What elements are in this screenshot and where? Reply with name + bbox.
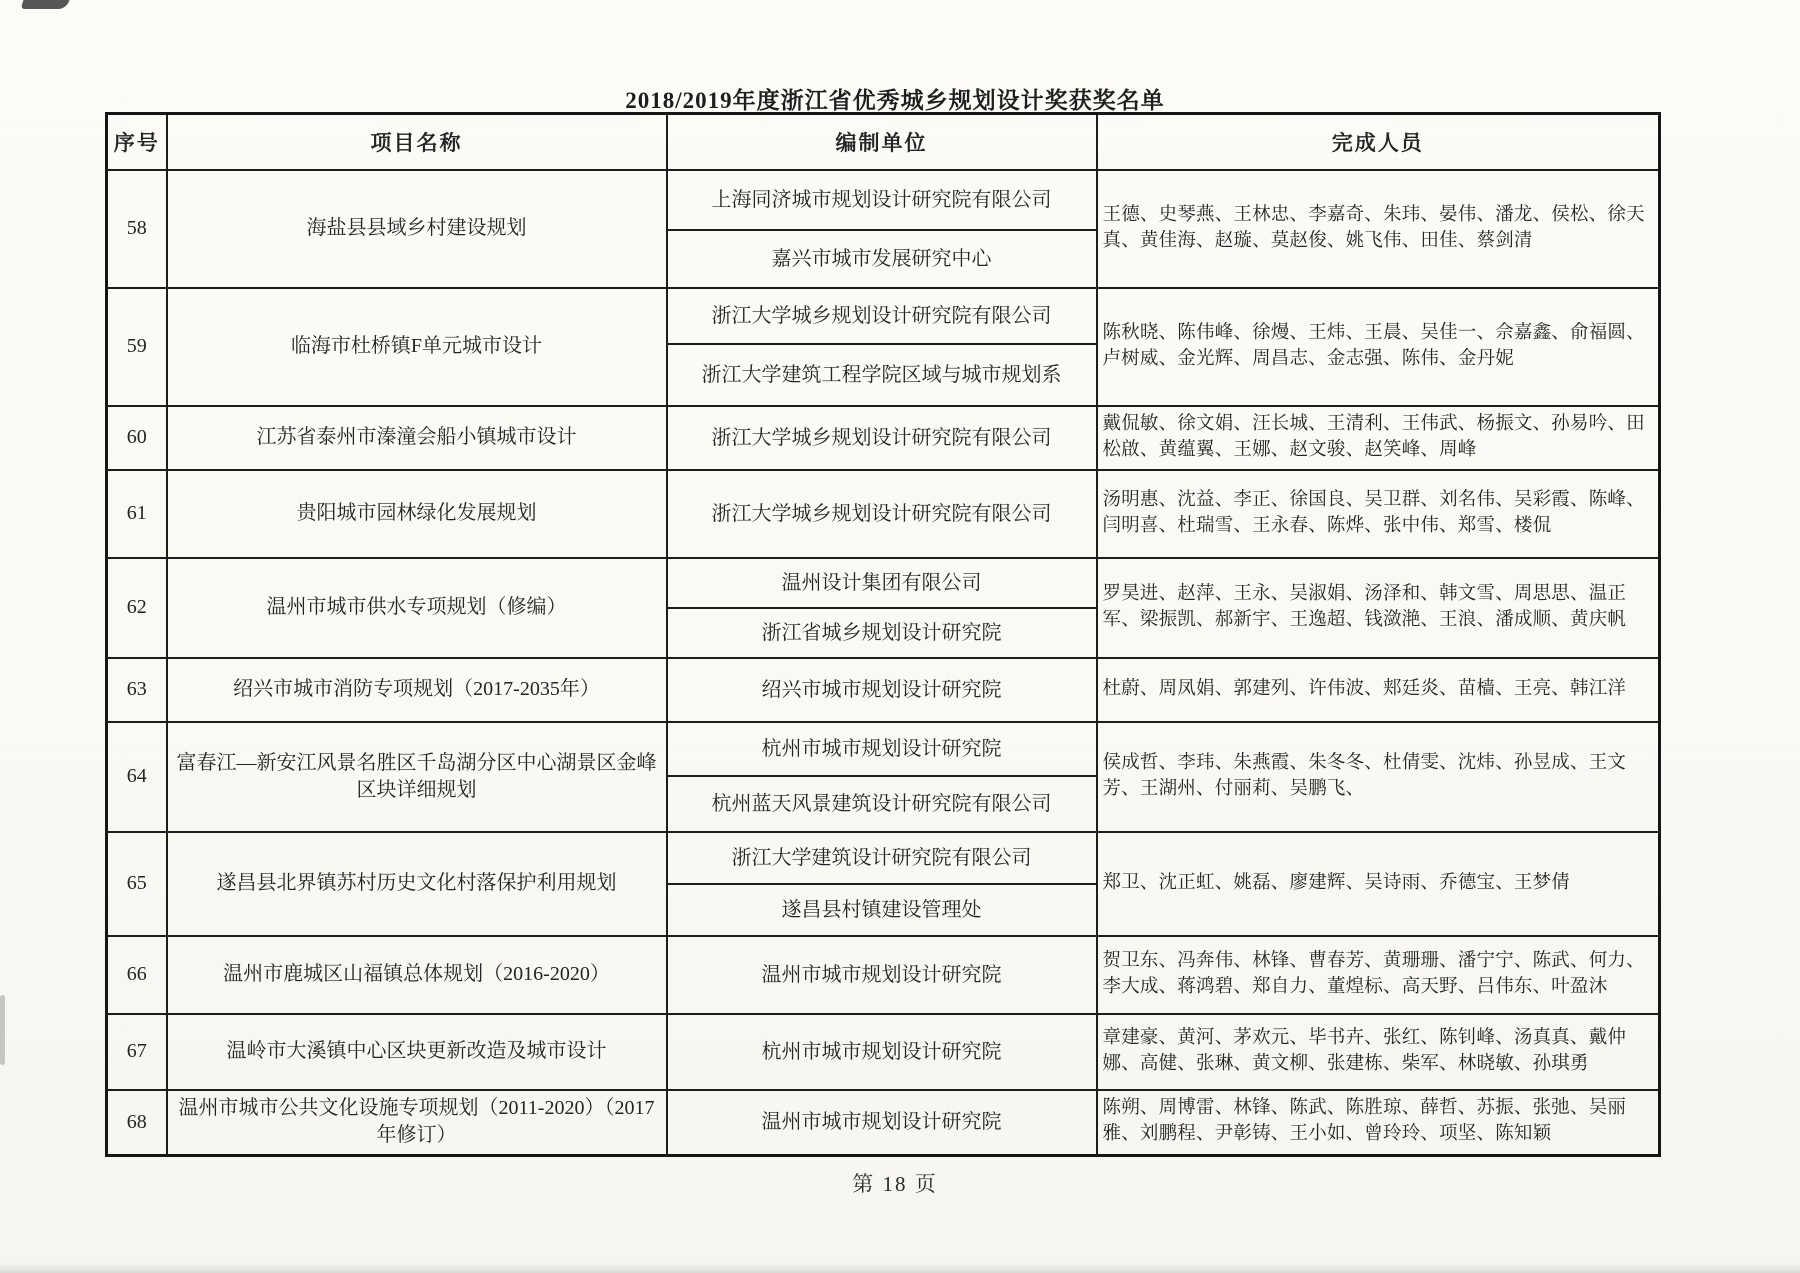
header-people: 完成人员 bbox=[1097, 114, 1660, 170]
row-60-people: 戴侃敏、徐文娟、汪长城、王清利、王伟武、杨振文、孙易吟、田松啟、黄蕴翼、王娜、赵文骏、赵笑峰、周峰 bbox=[1097, 406, 1660, 470]
row-64-unit-2: 杭州蓝天风景建筑设计研究院有限公司 bbox=[667, 776, 1097, 832]
row-63-unit-1: 绍兴市城市规划设计研究院 bbox=[667, 658, 1097, 722]
header-project: 项目名称 bbox=[167, 114, 667, 170]
row-65-unit-1: 浙江大学建筑设计研究院有限公司 bbox=[667, 832, 1097, 884]
row-67-no: 67 bbox=[107, 1014, 167, 1090]
row-61-project: 贵阳城市园林绿化发展规划 bbox=[167, 470, 667, 558]
row-66-unit-1: 温州市城市规划设计研究院 bbox=[667, 936, 1097, 1014]
row-66-people: 贺卫东、冯奔伟、林锋、曹春芳、黄珊珊、潘宁宁、陈武、何力、李大成、蒋鸿碧、郑自力、董煌标、高天野、吕伟东、叶盈沐 bbox=[1097, 936, 1660, 1014]
row-61-unit-1: 浙江大学城乡规划设计研究院有限公司 bbox=[667, 470, 1097, 558]
row-62 bbox=[107, 558, 1660, 608]
row-64-project: 富春江—新安江风景名胜区千岛湖分区中心湖景区金峰区块详细规划 bbox=[167, 722, 667, 832]
row-67-project: 温岭市大溪镇中心区块更新改造及城市设计 bbox=[167, 1014, 667, 1090]
page-number: 第 18 页 bbox=[852, 1172, 938, 1196]
row-64-no: 64 bbox=[107, 722, 167, 832]
row-66-project: 温州市鹿城区山福镇总体规划（2016-2020） bbox=[167, 936, 667, 1014]
row-64 bbox=[107, 722, 1660, 776]
row-60-project: 江苏省泰州市溱潼会船小镇城市设计 bbox=[167, 406, 667, 470]
row-60-no: 60 bbox=[107, 406, 167, 470]
row-58-unit-2: 嘉兴市城市发展研究中心 bbox=[667, 230, 1097, 288]
row-65-project: 遂昌县北界镇苏村历史文化村落保护利用规划 bbox=[167, 832, 667, 936]
row-59 bbox=[107, 288, 1660, 344]
row-61 bbox=[107, 470, 1660, 558]
header-unit: 编制单位 bbox=[667, 114, 1097, 170]
row-65 bbox=[107, 832, 1660, 884]
document-title: 2018/2019年度浙江省优秀城乡规划设计奖获奖名单 bbox=[625, 88, 1165, 113]
row-59-project: 临海市杜桥镇F单元城市设计 bbox=[167, 288, 667, 406]
row-58-no: 58 bbox=[107, 170, 167, 288]
row-63-no: 63 bbox=[107, 658, 167, 722]
row-58-project: 海盐县县域乡村建设规划 bbox=[167, 170, 667, 288]
row-66 bbox=[107, 936, 1660, 1014]
row-65-unit-2: 遂昌县村镇建设管理处 bbox=[667, 884, 1097, 936]
row-63-project: 绍兴市城市消防专项规划（2017-2035年） bbox=[167, 658, 667, 722]
row-58-people: 王德、史琴燕、王林忠、李嘉奇、朱玮、晏伟、潘龙、侯松、徐天真、黄佳海、赵璇、莫赵俊、姚飞伟、田佳、蔡剑清 bbox=[1097, 170, 1660, 288]
row-65-people: 郑卫、沈正虹、姚磊、廖建辉、吴诗雨、乔德宝、王梦倩 bbox=[1097, 832, 1660, 936]
row-60-unit-1: 浙江大学城乡规划设计研究院有限公司 bbox=[667, 406, 1097, 470]
row-67-people: 章建豪、黄河、茅欢元、毕书卉、张红、陈钊峰、汤真真、戴仲娜、高健、张琳、黄文柳、张建栋、柴军、林晓敏、孙琪勇 bbox=[1097, 1014, 1660, 1090]
header-no: 序号 bbox=[107, 114, 167, 170]
row-66-no: 66 bbox=[107, 936, 167, 1014]
row-65-no: 65 bbox=[107, 832, 167, 936]
row-62-project: 温州市城市供水专项规划（修编） bbox=[167, 558, 667, 658]
row-64-people: 侯成哲、李玮、朱燕霞、朱冬冬、杜倩雯、沈炜、孙昱成、王文芳、王湖州、付丽莉、吴鹏飞、 bbox=[1097, 722, 1660, 832]
row-59-unit-1: 浙江大学城乡规划设计研究院有限公司 bbox=[667, 288, 1097, 344]
row-62-unit-2: 浙江省城乡规划设计研究院 bbox=[667, 608, 1097, 658]
row-67-unit-1: 杭州市城市规划设计研究院 bbox=[667, 1014, 1097, 1090]
row-59-unit-2: 浙江大学建筑工程学院区域与城市规划系 bbox=[667, 344, 1097, 406]
table-header-row bbox=[107, 114, 1660, 170]
row-59-no: 59 bbox=[107, 288, 167, 406]
row-60 bbox=[107, 406, 1660, 470]
row-61-people: 汤明惠、沈益、李正、徐国良、吴卫群、刘名伟、吴彩霞、陈峰、闫明喜、杜瑞雪、王永春、陈烨、张中伟、郑雪、楼侃 bbox=[1097, 470, 1660, 558]
row-63 bbox=[107, 658, 1660, 722]
row-61-no: 61 bbox=[107, 470, 167, 558]
row-68-people: 陈朔、周博雷、林锋、陈武、陈胜琼、薛哲、苏振、张弛、吴丽雅、刘鹏程、尹彰铸、王小如、曾玲玲、项坚、陈知颖 bbox=[1097, 1090, 1660, 1156]
row-67 bbox=[107, 1014, 1660, 1090]
row-62-people: 罗昊进、赵萍、王永、吴淑娟、汤泽和、韩文雪、周思思、温正军、梁振凯、郝新宇、王逸超、钱潋滟、王浪、潘成顺、黄庆帆 bbox=[1097, 558, 1660, 658]
row-68-unit-1: 温州市城市规划设计研究院 bbox=[667, 1090, 1097, 1156]
row-68 bbox=[107, 1090, 1660, 1156]
scan-artifact-bottom-shade bbox=[0, 1263, 1800, 1273]
row-68-project: 温州市城市公共文化设施专项规划（2011-2020）（2017年修订） bbox=[167, 1090, 667, 1156]
row-62-unit-1: 温州设计集团有限公司 bbox=[667, 558, 1097, 608]
row-58 bbox=[107, 170, 1660, 230]
scan-artifact-left-edge bbox=[0, 995, 5, 1065]
scan-artifact-corner bbox=[21, 0, 70, 9]
row-62-no: 62 bbox=[107, 558, 167, 658]
row-59-people: 陈秋晓、陈伟峰、徐熳、王炜、王晨、吴佳一、佘嘉鑫、俞福圆、卢树威、金光辉、周昌志、金志强、陈伟、金丹妮 bbox=[1097, 288, 1660, 406]
row-63-people: 杜蔚、周凤娟、郭建列、许伟波、郏廷炎、苗樯、王亮、韩江洋 bbox=[1097, 658, 1660, 722]
row-68-no: 68 bbox=[107, 1090, 167, 1156]
row-58-unit-1: 上海同济城市规划设计研究院有限公司 bbox=[667, 170, 1097, 230]
award-table bbox=[105, 112, 1661, 1157]
row-64-unit-1: 杭州市城市规划设计研究院 bbox=[667, 722, 1097, 776]
